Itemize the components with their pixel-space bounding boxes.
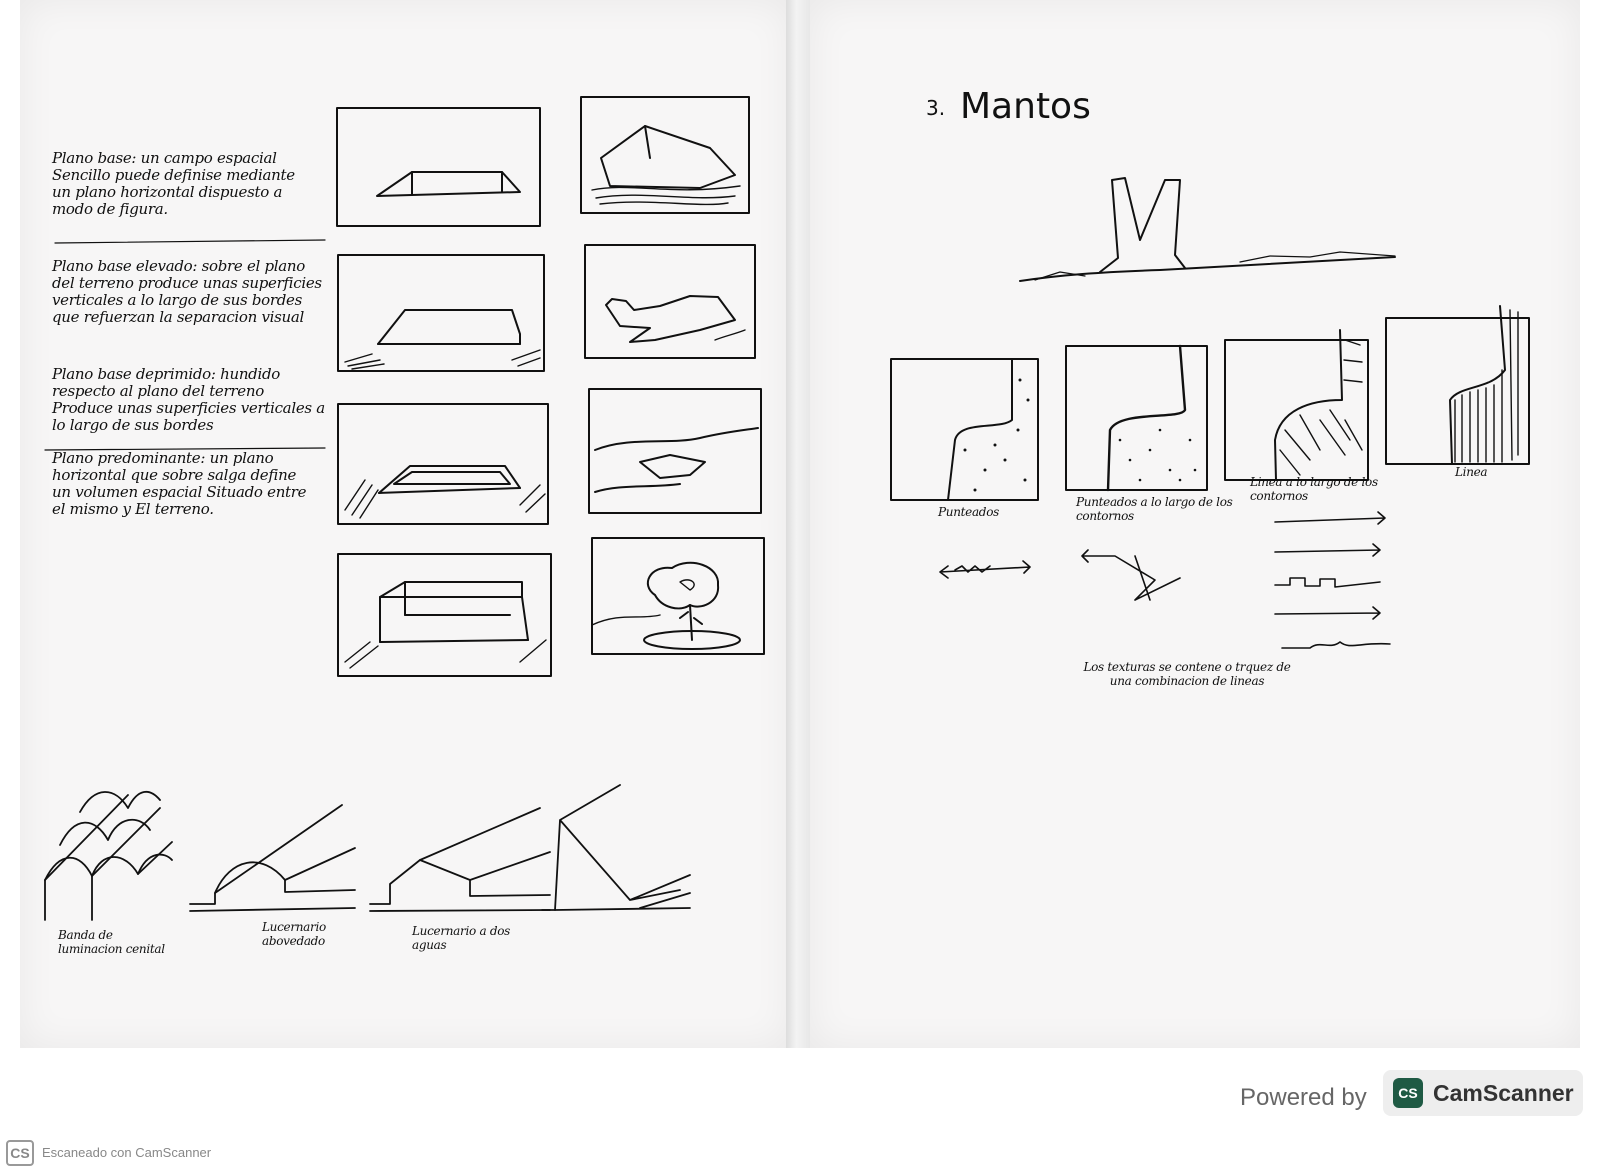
texture-box-punteados (891, 359, 1038, 500)
desc-plano-predominante: Plano predominante: un plano horizontal que sobre salga define un volumen espacial Situado entre el mismo y El terreno. (52, 449, 307, 518)
footer-cs-logo-icon: CS (6, 1140, 34, 1166)
label-lucernario-abovedado: Lucernario abovedado (262, 920, 326, 948)
texture-stroke-samples (940, 512, 1390, 648)
texture-box-linea (1386, 306, 1529, 464)
sketch-tree-landscape (592, 538, 764, 654)
camscanner-badge (1383, 1070, 1583, 1116)
label-punteados: Punteados (938, 505, 999, 519)
footer-scanned-text: Escaneado con CamScanner (42, 1145, 212, 1160)
sketch-plano-base-landscape (581, 97, 749, 213)
sketch-plano-predominante-diagram (338, 554, 551, 676)
label-lucernario-dos-aguas: Lucernario a dos aguas (412, 924, 510, 952)
sketch-skylight-vault (190, 805, 355, 911)
section-number: 3. (926, 96, 946, 120)
label-punteados-contornos: Punteados a lo largo de los contornos (1076, 495, 1233, 523)
desc-plano-base-elevado: Plano base elevado: sobre el plano del terreno produce unas superficies verticales a lo largo de sus bordes que refuerzan la separacion visual (52, 257, 322, 326)
sketch-skylight-gable (370, 808, 550, 911)
desc-plano-base: Plano base: un campo espacial Sencillo puede definise mediante un plano horizontal dispuesto a modo de figura. (52, 149, 295, 218)
sketch-skylight-band (45, 792, 172, 920)
label-banda-luminacion: Banda de luminacion cenital (58, 928, 165, 956)
camscanner-name: CamScanner (1433, 1079, 1574, 1106)
section-title: Mantos (960, 86, 1091, 127)
sketch-plano-elevado-diagram (338, 255, 544, 371)
camscanner-logo-icon: CS (1393, 1078, 1423, 1108)
sketch-skylight-sawtooth (542, 785, 690, 910)
powered-by-text: Powered by (1240, 1084, 1367, 1111)
label-linea: Linea (1455, 465, 1488, 479)
sketch-plano-deprimido-landscape (589, 389, 761, 513)
texture-box-linea-contornos (1225, 330, 1368, 480)
sketch-mantos-trunk (1020, 178, 1395, 281)
sketch-plano-deprimido-diagram (338, 404, 548, 524)
texture-note: Los texturas se contene o trquez de una combinacion de lineas (1083, 660, 1291, 688)
desc-plano-base-deprimido: Plano base deprimido: hundido respecto al plano del terreno Produce unas superficies verticales a lo largo de sus bordes (52, 365, 325, 434)
sketch-plano-base-diagram (337, 108, 540, 226)
sketch-plano-elevado-landscape (585, 245, 755, 358)
texture-box-punteados-contornos (1066, 346, 1207, 490)
label-linea-contornos: Linea a lo largo de los contornos (1250, 475, 1378, 503)
